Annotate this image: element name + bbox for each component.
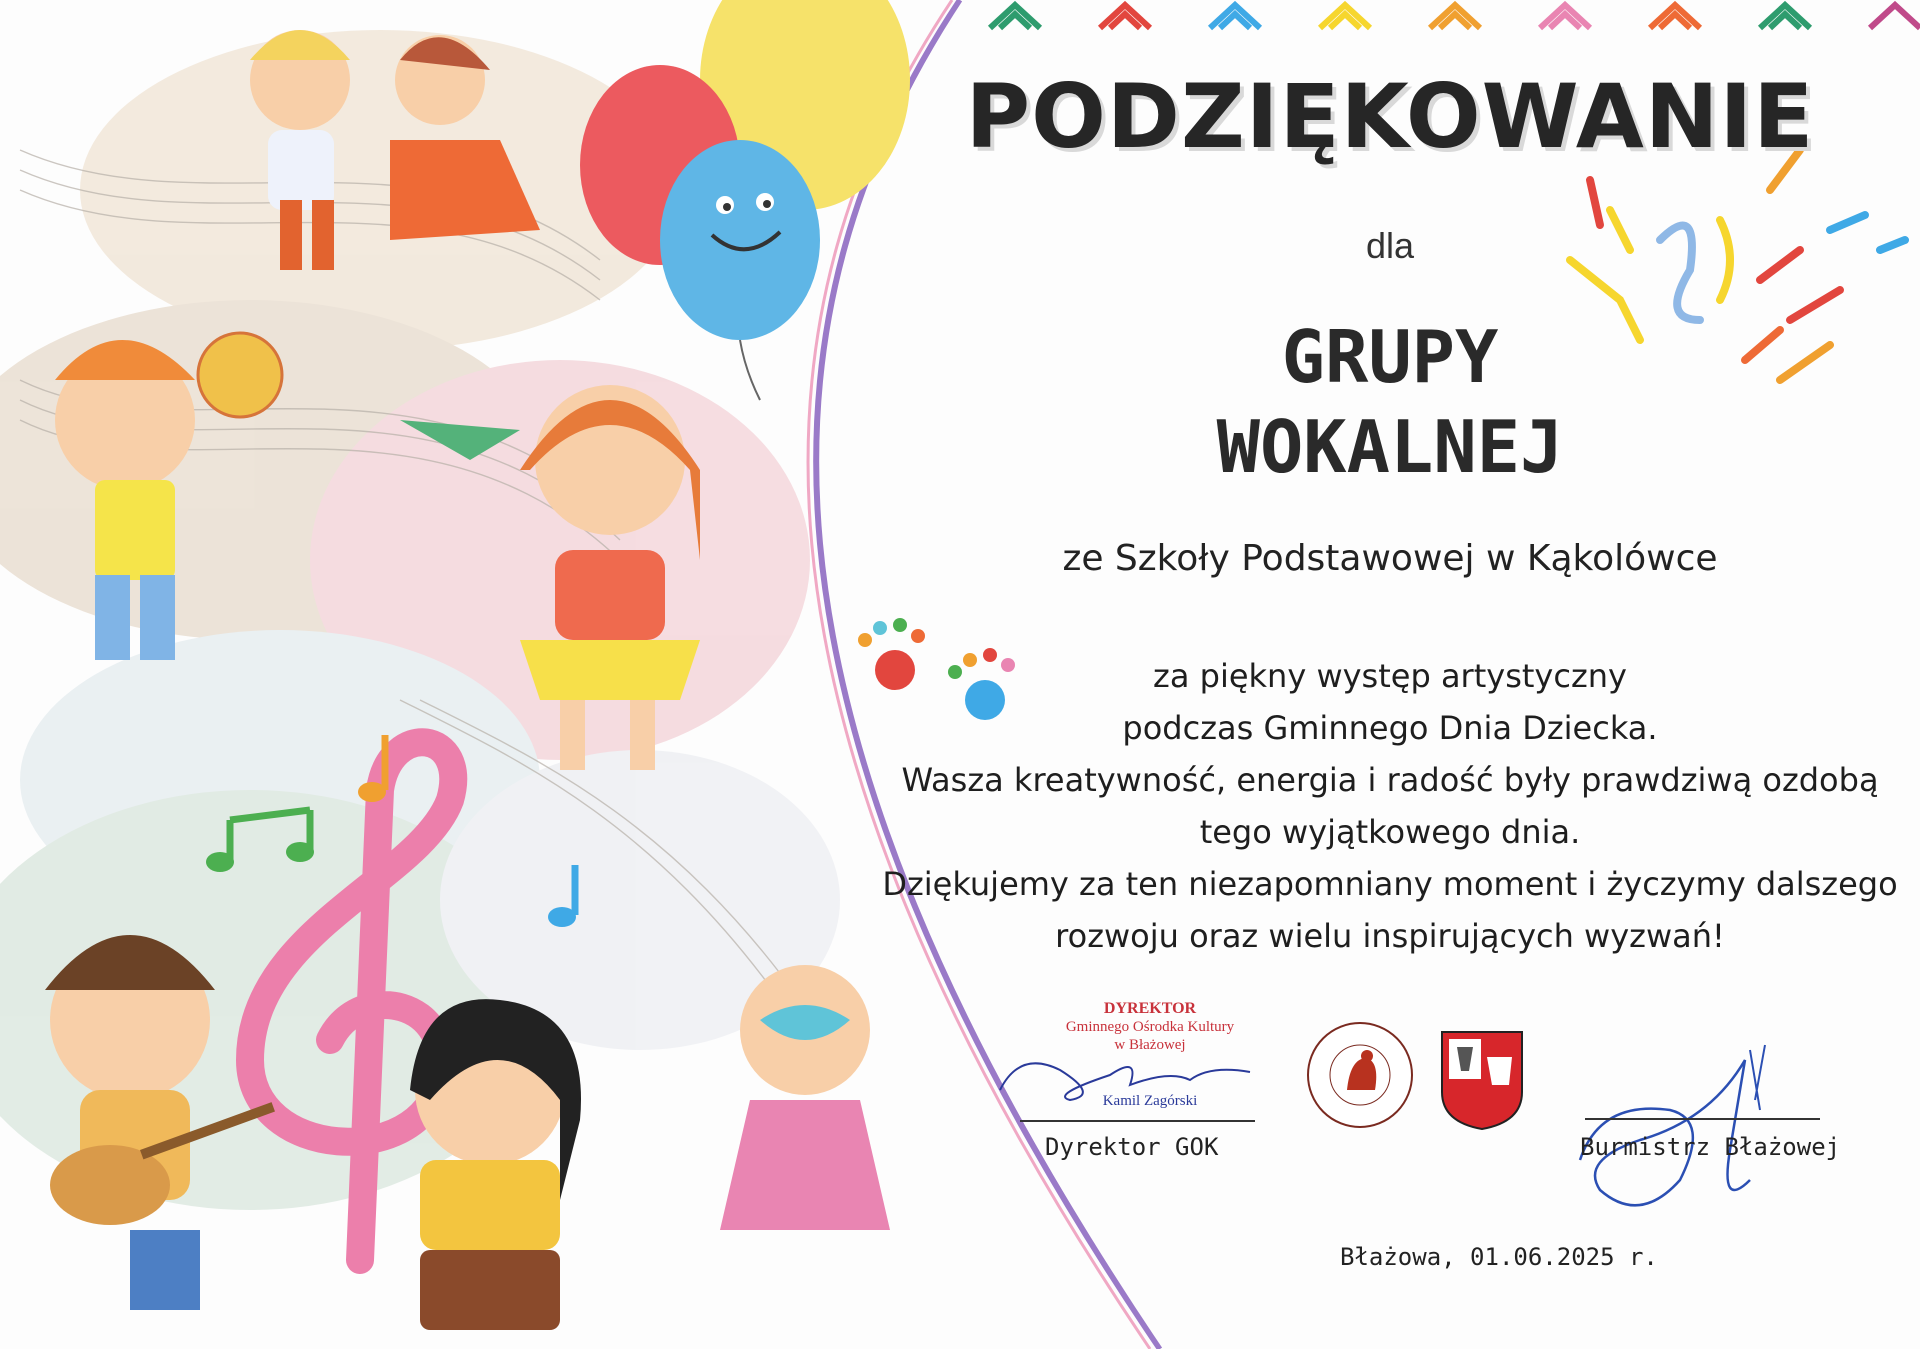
director-signature	[990, 1040, 1270, 1110]
coat-of-arms-icon	[1437, 1027, 1527, 1132]
certificate-title: PODZIĘKOWANIE	[965, 65, 1815, 168]
place-and-date: Błażowa, 01.06.2025 r.	[1340, 1243, 1658, 1271]
director-label: Dyrektor GOK	[1045, 1133, 1219, 1161]
girl-face-paint	[720, 965, 890, 1230]
for-word: dla	[1365, 225, 1415, 266]
recipient-line-1: GRUPY	[1281, 315, 1499, 399]
body-line: tego wyjątkowego dnia.	[1199, 813, 1581, 851]
body-line: Dziękujemy za ten niezapomniany moment i życzymy dalszego	[882, 865, 1898, 903]
certificate-body	[870, 650, 1910, 962]
recipient-line-2: WOKALNEJ	[1216, 405, 1564, 489]
mayor-label: Burmistrz Błażowej	[1580, 1133, 1841, 1161]
stamp-line-2: w Błażowej	[1114, 1037, 1186, 1053]
body-line: Wasza kreatywność, energia i radość były prawdziwą ozdobą	[901, 761, 1879, 799]
body-line: rozwoju oraz wielu inspirujących wyzwań!	[1055, 917, 1725, 955]
gok-seal-icon	[1305, 1020, 1415, 1130]
recipient-school: ze Szkoły Podstawowej w Kąkolówce	[1062, 538, 1718, 579]
stamp-name: Kamil Zagórski	[1102, 1093, 1198, 1109]
mayor-signature-line	[1585, 1118, 1820, 1120]
body-line: podczas Gminnego Dnia Dziecka.	[1122, 709, 1658, 747]
director-signature-line	[1020, 1120, 1255, 1122]
stamp-heading: DYREKTOR	[1103, 1000, 1197, 1017]
girl-singing	[410, 999, 581, 1330]
stamp-line-1: Gminnego Ośrodka Kultury	[1065, 1019, 1235, 1035]
body-line: za piękny występ artystyczny	[1153, 657, 1627, 695]
